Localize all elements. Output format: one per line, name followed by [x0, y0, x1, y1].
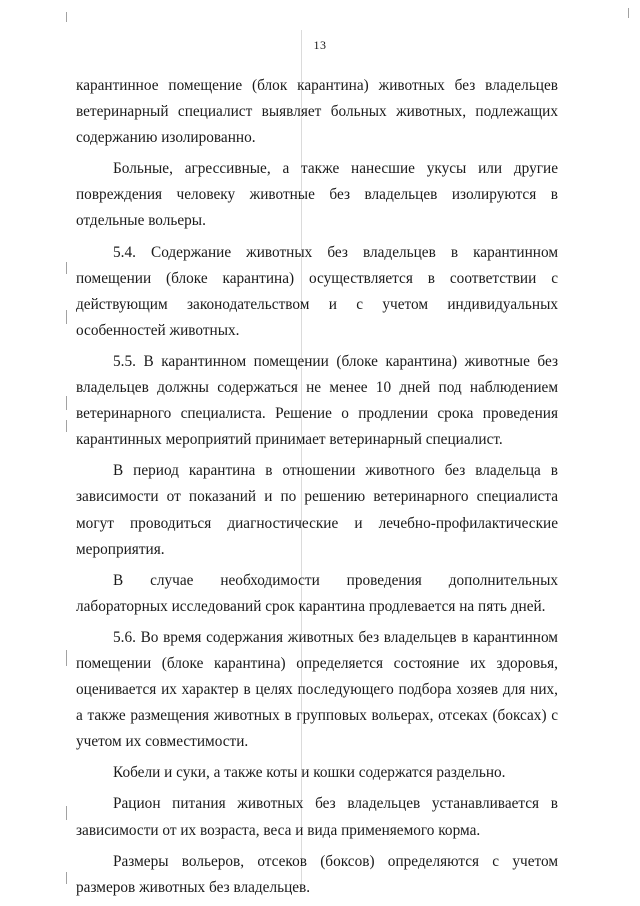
scan-edge-mark	[66, 650, 67, 666]
paragraph: Кобели и суки, а также коты и кошки содержатся раздельно.	[113, 764, 506, 782]
paragraph: Рацион питания животных без владельцев устанавливается в зависимости от их возраста, веса и вида применяемого корма.	[76, 795, 558, 839]
document-body	[76, 73, 558, 906]
paragraph: Больные, агрессивные, а также нанесшие укусы или другие повреждения человеку животные без владельцев изолируются в отдельные вольеры.	[76, 160, 558, 230]
paragraph: карантинное помещение (блок карантина) животных без владельцев ветеринарный специалист выявляет больных животных, подлежащих содержанию изолированно.	[76, 77, 558, 147]
scan-edge-mark	[66, 872, 67, 884]
paragraph: 5.6. Во время содержания животных без владельцев в карантинном помещении (блоке карантина) определяется состояние их здоровья, оценивается их характер в целях последующего подбора хозяев для них, а также размещения животных в групповых вольерах, отсеках (боксах) с учетом их совместимости.	[76, 628, 558, 751]
scan-edge-mark	[66, 310, 67, 324]
page-number: 13	[313, 38, 327, 52]
scan-edge-mark	[66, 262, 67, 274]
paragraph: 5.5. В карантинном помещении (блоке карантина) животные без владельцев должны содержаться не менее 10 дней под наблюдением ветеринарного специалиста. Решение о продлении срока проведения карантинных мероприятий принимает ветеринарный специалист.	[76, 352, 558, 449]
scan-edge-mark	[66, 806, 67, 820]
scan-edge-mark	[66, 420, 67, 432]
paragraph: Размеры вольеров, отсеков (боксов) определяются с учетом размеров животных без владельцев.	[76, 852, 558, 896]
scan-edge-mark	[66, 396, 67, 410]
paragraph: В период карантина в отношении животного без владельца в зависимости от показаний и по решению ветеринарного специалиста могут проводиться диагностические и лечебно-профилактические мероприятия.	[76, 462, 558, 558]
scan-edge-mark	[66, 12, 67, 22]
scan-edge-mark	[628, 8, 629, 18]
paragraph: В случае необходимости проведения дополнительных лабораторных исследований срок карантина продлевается на пять дней.	[76, 571, 558, 615]
paragraph: 5.4. Содержание животных без владельцев в карантинном помещении (блоке карантина) осуществляется в соответствии с действующим законодательством и с учетом индивидуальных особенностей животных.	[76, 243, 558, 339]
